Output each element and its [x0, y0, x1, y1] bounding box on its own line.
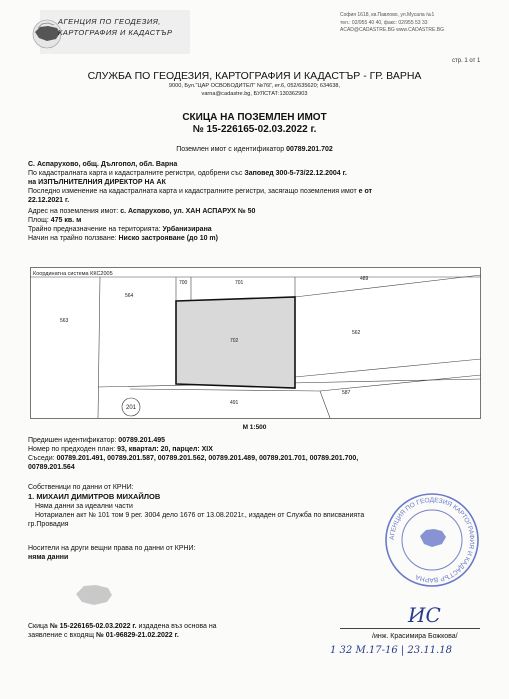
- usage-line: [28, 234, 218, 243]
- agency-name-line2: КАРТОГРАФИЯ И КАДАСТЪР: [58, 28, 173, 37]
- usage-label: Начин на трайно ползване:: [28, 235, 117, 242]
- usage-value: Ниско застрояване (до 10 m): [118, 235, 218, 242]
- owner-name: 1. МИХАИЛ ДИМИТРОВ МИХАЙЛОВ: [28, 492, 161, 501]
- coordinate-system-label: Координатна система ККС2005: [33, 271, 113, 277]
- other-rights-value: няма данни: [28, 554, 69, 561]
- map-scale: М 1:500: [242, 424, 267, 431]
- agency-name: [58, 16, 173, 38]
- place-line: [28, 160, 177, 169]
- application-label: заявление с входящ: [28, 632, 95, 639]
- owner-share: Няма данни за идеални части: [35, 503, 133, 510]
- document-number: № 15-226165-02.03.2022 г.: [192, 124, 317, 135]
- purpose-line: [28, 225, 212, 234]
- office-address-line2: varna@cadastre.bg, БУЛСТАТ:130362903: [201, 90, 308, 97]
- stamp-ring-text: АГЕНЦИЯ ПО ГЕОДЕЗИЯ КАРТОГРАФИЯ И КАДАСТЪР ВАРНА: [388, 496, 476, 584]
- area-value: 475 кв. м: [50, 217, 82, 224]
- map-approved-line: [28, 169, 347, 178]
- last-change-text: Последно изменение на кадастралната карта и кадастралните регистри, засягащо поземления имот: [28, 188, 357, 195]
- parcel-label: 489: [360, 276, 369, 282]
- neighbors-line: [28, 454, 358, 463]
- subject-label: Поземлен имот с идентификатор: [176, 146, 285, 153]
- application-number: № 01-96829-21.02.2022 г.: [95, 632, 179, 639]
- cadastral-map: [30, 267, 481, 419]
- address-label: Адрес на поземления имот:: [28, 208, 119, 215]
- agency-watermark-icon: [70, 578, 116, 610]
- last-change-date: 22.12.2021 г.: [28, 197, 70, 204]
- plan-number-line: [28, 445, 213, 454]
- page-number: стр. 1 от 1: [452, 58, 481, 64]
- last-change-date-a: е от: [358, 188, 373, 195]
- deed-line: Нотариален акт № 101 том 9 рег. 3004 дело 1676 от 13.08.2021г., издаден от Служба по вписванията: [35, 512, 365, 519]
- signature: ИС: [408, 603, 441, 627]
- contact-line: ACAD@CADASTRE.BG www.CADASTRE.BG: [340, 27, 444, 33]
- parcel-label: 701: [235, 280, 244, 286]
- map-approved-order: Заповед 300-5-73/22.12.2004 г.: [244, 170, 347, 177]
- parcel-label: 587: [342, 390, 351, 396]
- place-text: С. Аспарухово, общ. Дългопол, обл. Варна: [28, 161, 178, 168]
- subject-id: 00789.201.702: [286, 146, 333, 153]
- parcel-label: 564: [125, 293, 134, 299]
- application-line: [28, 631, 179, 640]
- prev-id-value: 00789.201.495: [118, 437, 166, 444]
- prev-id-line: [28, 436, 165, 445]
- prev-id-label: Предишен идентификатор:: [28, 437, 117, 444]
- area-label: Площ:: [28, 217, 49, 224]
- office-address-line1: 9000, Бул."ЦАР ОСВОБОДИТЕЛ" №76Г, ет.6, 052/635620; 634638,: [168, 83, 341, 89]
- office-title: СЛУЖБА ПО ГЕОДЕЗИЯ, КАРТОГРАФИЯ И КАДАСТЪР - ГР. ВАРНА: [87, 70, 422, 82]
- address-line: [28, 207, 255, 216]
- contact-line: София 1618, кв.Павлово, ул.Мусала №1: [340, 12, 435, 18]
- approved-by: на ИЗПЪЛНИТЕЛНИЯ ДИРЕКТОР НА АК: [28, 179, 166, 186]
- parcel-label: 700: [179, 280, 188, 286]
- address-value: с. Аспарухово, ул. ХАН АСПАРУХ № 50: [120, 208, 256, 215]
- owners-heading: Собственици по данни от КРНИ:: [28, 484, 134, 491]
- purpose-value: Урбанизирана: [162, 226, 212, 233]
- other-rights-heading: Носители на други вещни права по данни от КРНИ:: [28, 545, 196, 552]
- parcel-label: 491: [230, 400, 239, 406]
- official-stamp: [382, 490, 482, 590]
- last-change-line: [28, 187, 372, 196]
- issued-number: № 15-226165-02.03.2022 г.: [49, 623, 137, 630]
- purpose-label: Трайно предназначение на територията:: [28, 226, 161, 233]
- handwritten-note: 1 32 М.17-16 | 23.11.18: [330, 645, 452, 656]
- parcel-label: 563: [60, 318, 69, 324]
- parcel-label: 702: [230, 338, 239, 344]
- parcel-label: 562: [352, 330, 361, 336]
- issued-line: [28, 622, 217, 631]
- contact-line: тел.: 02/955 40 40, факс: 02/955 53 33: [340, 19, 428, 26]
- signature-line: [340, 628, 480, 629]
- neighbors-value-cont: 00789.201.564: [28, 464, 75, 471]
- stamp-emblem-icon: [420, 529, 446, 547]
- subject-line: [0, 146, 509, 153]
- street-id: 201: [125, 405, 137, 411]
- plan-number-label: Номер по предходен план:: [28, 446, 116, 453]
- document-title: [0, 112, 509, 136]
- deed-line-cont: гр.Провадия: [28, 521, 69, 528]
- document-title-line1: СКИЦА НА ПОЗЕМЛЕН ИМОТ: [182, 112, 327, 123]
- agency-name-line1: АГЕНЦИЯ ПО ГЕОДЕЗИЯ,: [58, 17, 161, 26]
- issued-basis: издадена въз основа на: [138, 623, 217, 630]
- signer-name: /инж. Красимира Божкова/: [372, 633, 458, 640]
- issued-label: Скица: [28, 623, 48, 630]
- agency-contact: [340, 12, 444, 35]
- map-approved-text: По кадастралната карта и кадастралните регистри, одобрени със: [28, 170, 243, 177]
- neighbors-label: Съседи:: [28, 455, 55, 462]
- neighbors-value: 00789.201.491, 00789.201.587, 00789.201.562, 00789.201.489, 00789.201.701, 00789.201.700,: [56, 455, 359, 462]
- area-line: [28, 216, 81, 225]
- plan-number-value: 93, квартал: 20, парцел: XIX: [117, 446, 213, 453]
- office-address: [0, 83, 509, 98]
